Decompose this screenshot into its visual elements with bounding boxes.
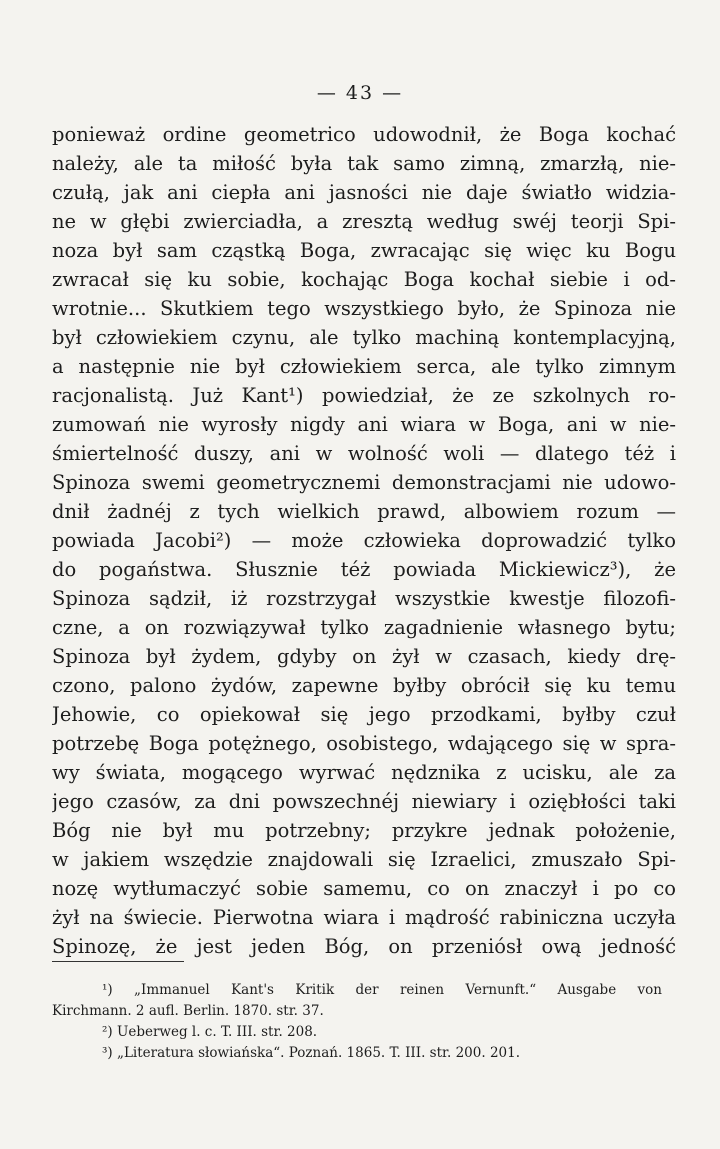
text-line: noza był sam cząstką Boga, zwracając się więc ku Bogu [52,239,676,262]
text-line: Spinozę, że jest jeden Bóg, on przeniósł ową jedność [52,935,676,958]
text-line: a następnie nie był człowiekiem serca, ale tylko zimnym [52,355,676,378]
text-line: Bóg nie był mu potrzebny; przykre jednak położenie, [52,819,676,842]
footnote-divider [52,961,184,962]
text-line: nozę wytłumaczyć sobie samemu, co on znaczył i po co [52,877,676,900]
footnote-1-continuation: Kirchmann. 2 aufl. Berlin. 1870. str. 37. [52,1003,324,1019]
text-line: w jakiem wszędzie znajdowali się Izraelici, zmuszało Spi- [52,848,676,871]
text-line: do pogaństwa. Słusznie téż powiada Mickiewicz³), że [52,558,676,581]
text-line: czułą, jak ani ciepła ani jasności nie daje światło widzia- [52,181,676,204]
text-line: Spinoza swemi geometrycznemi demonstracjami nie udowo- [52,471,676,494]
text-line: zumowań nie wyrosły nigdy ani wiara w Boga, ani w nie- [52,413,676,436]
text-line: Spinoza sądził, iż rozstrzygał wszystkie kwestje filozofi- [52,587,676,610]
page-number: — 43 — [316,82,404,104]
footnote-1: ¹) „Immanuel Kant's Kritik der reinen Vernunft.“ Ausgabe von [102,982,662,998]
text-line: żył na świecie. Pierwotna wiara i mądrość rabiniczna uczyła [52,906,676,929]
text-line: czne, a on rozwiązywał tylko zagadnienie własnego bytu; [52,616,676,639]
text-line: powiada Jacobi²) — może człowieka doprowadzić tylko [52,529,676,552]
text-line: był człowiekiem czynu, ale tylko machiną kontemplacyjną, [52,326,676,349]
text-line: ne w głębi zwierciadła, a zresztą według swéj teorji Spi- [52,210,676,233]
text-line: wy świata, mogącego wyrwać nędznika z ucisku, ale za [52,761,676,784]
text-line: śmiertelność duszy, ani w wolność woli — dlatego téż i [52,442,676,465]
text-line: wrotnie... Skutkiem tego wszystkiego było, że Spinoza nie [52,297,676,320]
footnote-3: ³) „Literatura słowiańska“. Poznań. 1865. T. III. str. 200. 201. [102,1045,520,1061]
footnote-2: ²) Ueberweg l. c. T. III. str. 208. [102,1024,318,1040]
text-line: jego czasów, za dni powszechnéj niewiary i oziębłości taki [52,790,676,813]
text-line: Spinoza był żydem, gdyby on żył w czasach, kiedy drę- [52,645,676,668]
text-line: dnił żadnéj z tych wielkich prawd, albowiem rozum — [52,500,676,523]
text-line: należy, ale ta miłość była tak samo zimną, zmarzłą, nie- [52,152,676,175]
text-line: potrzebę Boga potężnego, osobistego, wdającego się w spra- [52,732,676,755]
text-line: zwracał się ku sobie, kochając Boga kochał siebie i od- [52,268,676,291]
text-line: Jehowie, co opiekował się jego przodkami, byłby czuł [52,703,676,726]
text-line: racjonalistą. Już Kant¹) powiedział, że ze szkolnych ro- [52,384,676,407]
text-line: czono, palono żydów, zapewne byłby obrócił się ku temu [52,674,676,697]
footnotes [52,980,662,1064]
text-line: ponieważ ordine geometrico udowodnił, że Boga kochać [52,123,676,146]
body-text [52,120,676,961]
